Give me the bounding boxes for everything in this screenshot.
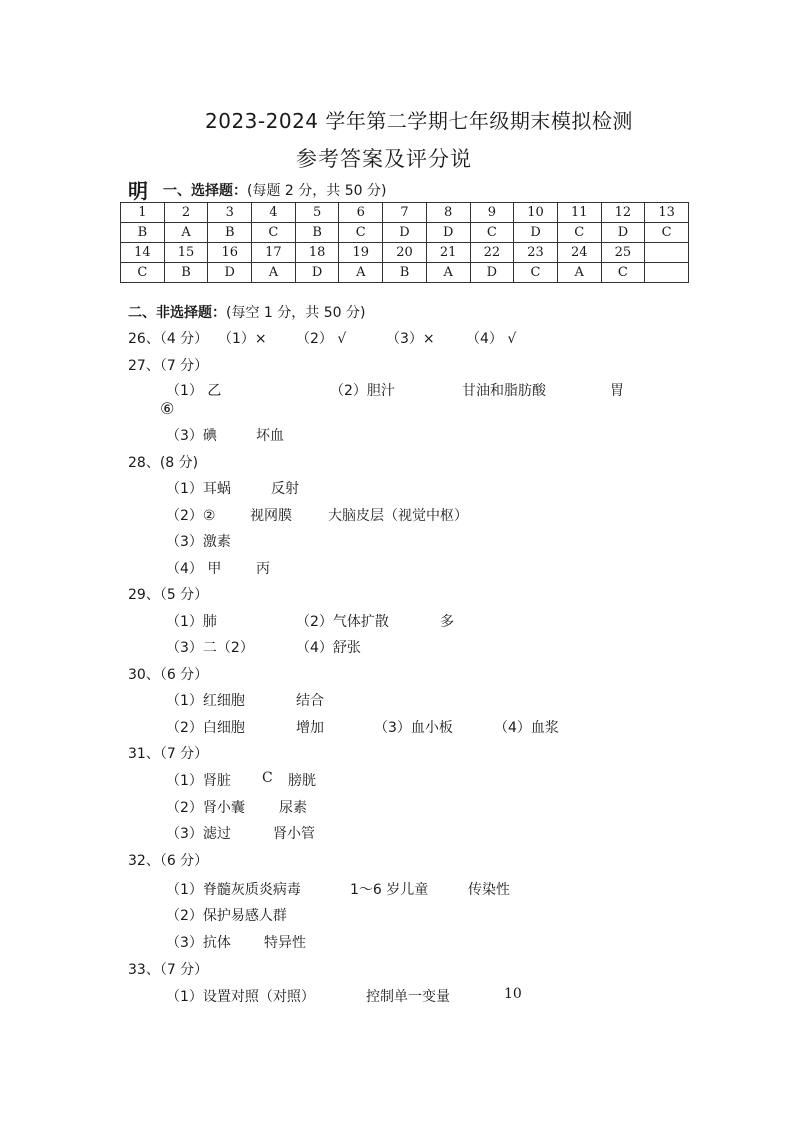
table-cell: D — [383, 223, 427, 243]
table-cell: A — [426, 263, 470, 283]
q28-answer-8: 丙 — [256, 561, 270, 577]
table-cell: C — [514, 263, 558, 283]
table-cell: 19 — [339, 243, 383, 263]
q28-answer-3: （2）② — [166, 508, 216, 524]
q31-answer-2: C — [262, 770, 273, 786]
table-cell: D — [426, 223, 470, 243]
q29-answer-5: （4）舒张 — [296, 640, 361, 656]
q33-answer-3: 10 — [504, 986, 522, 1002]
q29-answer-4: （3）二（2） — [166, 640, 254, 656]
q27-answer-1: （1） 乙 — [166, 383, 222, 399]
table-cell: A — [557, 263, 601, 283]
q28-answer-7: （4） 甲 — [166, 561, 222, 577]
q30-answer-6: （4）血浆 — [494, 720, 559, 736]
table-cell: 17 — [252, 243, 296, 263]
table-cell: D — [470, 263, 514, 283]
table-cell: 14 — [121, 243, 165, 263]
table-cell: D — [514, 223, 558, 243]
section1-note: (每题 2 分，共 50 分) — [247, 183, 387, 199]
table-row — [121, 263, 689, 283]
q30-answer-1: （1）红细胞 — [166, 693, 245, 709]
q32-answer-2: 1～6 岁儿童 — [350, 882, 429, 898]
table-cell: A — [339, 263, 383, 283]
table-cell: B — [208, 223, 252, 243]
table-cell: A — [252, 263, 296, 283]
q26-part4: （4） √ — [466, 331, 517, 347]
section2-note: (每空 1 分，共 50 分) — [226, 305, 366, 321]
q30-answer-4: 增加 — [296, 720, 324, 736]
q28-answer-4: 视网膜 — [250, 508, 292, 524]
doc-title-line1: 2023-2024 学年第二学期七年级期末模拟检测 — [205, 109, 633, 133]
q31-answer-4: （2）肾小囊 — [166, 800, 245, 816]
q31-answer-3: 膀胱 — [288, 773, 316, 789]
table-cell: 5 — [295, 203, 339, 223]
table-cell: B — [383, 263, 427, 283]
q31-label: 31、（7 分） — [128, 746, 209, 762]
doc-title-overflow-char: 明 — [128, 179, 148, 203]
q30-answer-5: （3）血小板 — [374, 720, 453, 736]
table-cell: 7 — [383, 203, 427, 223]
q29-label: 29、（5 分） — [128, 587, 209, 603]
q29-answer-3: 多 — [440, 614, 454, 630]
table-cell: 16 — [208, 243, 252, 263]
choice-answer-table — [120, 202, 689, 283]
table-cell: 12 — [601, 203, 645, 223]
table-cell: 20 — [383, 243, 427, 263]
q30-answer-2: 结合 — [296, 693, 324, 709]
q31-answer-1: （1）肾脏 — [166, 773, 231, 789]
q33-label: 33、（7 分） — [128, 962, 209, 978]
table-cell — [645, 243, 689, 263]
q27-answer-2: （2）胆汁 — [330, 383, 395, 399]
table-cell: C — [645, 223, 689, 243]
q30-label: 30、（6 分） — [128, 667, 209, 683]
doc-title-line2: 参考答案及评分说 — [296, 147, 472, 171]
q27-answer-3: 甘油和脂肪酸 — [462, 383, 546, 399]
q26-part3: （3）× — [386, 331, 435, 347]
q28-answer-2: 反射 — [271, 481, 299, 497]
q28-answer-1: （1）耳蜗 — [166, 481, 231, 497]
table-cell: 25 — [601, 243, 645, 263]
table-cell: 3 — [208, 203, 252, 223]
section1-heading — [163, 180, 386, 200]
table-cell: 18 — [295, 243, 339, 263]
table-cell: 4 — [252, 203, 296, 223]
table-cell: 24 — [557, 243, 601, 263]
q31-answer-5: 尿素 — [279, 800, 307, 816]
q27-label: 27、（7 分） — [128, 358, 209, 374]
q33-answer-2: 控制单一变量 — [366, 989, 450, 1005]
q27-answer-5: ⑥ — [160, 399, 175, 418]
q29-answer-1: （1）肺 — [166, 614, 217, 630]
table-cell: D — [208, 263, 252, 283]
section1-title: 一、选择题： — [163, 183, 247, 199]
section2-title: 二、非选择题： — [128, 305, 226, 321]
table-cell: C — [470, 223, 514, 243]
table-row — [121, 203, 689, 223]
q29-answer-2: （2）气体扩散 — [296, 614, 389, 630]
table-cell: 23 — [514, 243, 558, 263]
table-row — [121, 223, 689, 243]
table-cell — [645, 263, 689, 283]
table-cell: C — [252, 223, 296, 243]
q27-answer-6: （3）碘 — [166, 428, 217, 444]
table-cell: B — [295, 223, 339, 243]
table-cell: 8 — [426, 203, 470, 223]
table-cell: 13 — [645, 203, 689, 223]
q26-label: 26、（4 分） — [128, 331, 209, 347]
table-cell: B — [121, 223, 165, 243]
q30-answer-3: （2）白细胞 — [166, 720, 245, 736]
q32-answer-3: 传染性 — [468, 882, 510, 898]
q32-answer-4: （2）保护易感人群 — [166, 908, 287, 924]
table-cell: A — [164, 223, 208, 243]
q32-answer-5: （3）抗体 — [166, 935, 231, 951]
table-row — [121, 243, 689, 263]
q26-part1: （1）× — [218, 331, 267, 347]
table-cell: 2 — [164, 203, 208, 223]
q32-answer-1: （1）脊髓灰质炎病毒 — [166, 882, 301, 898]
table-cell: C — [601, 263, 645, 283]
q33-answer-1: （1）设置对照（对照） — [166, 989, 315, 1005]
table-cell: 11 — [557, 203, 601, 223]
q31-answer-7: 肾小管 — [273, 826, 315, 842]
table-cell: C — [339, 223, 383, 243]
table-cell: 21 — [426, 243, 470, 263]
q32-label: 32、（6 分） — [128, 853, 209, 869]
table-cell: D — [601, 223, 645, 243]
table-cell: 10 — [514, 203, 558, 223]
table-cell: D — [295, 263, 339, 283]
table-cell: 22 — [470, 243, 514, 263]
q27-answer-4: 胃 — [610, 383, 624, 399]
table-cell: 6 — [339, 203, 383, 223]
q27-answer-7: 坏血 — [256, 428, 284, 444]
table-cell: 9 — [470, 203, 514, 223]
table-cell: 15 — [164, 243, 208, 263]
table-cell: 1 — [121, 203, 165, 223]
table-cell: B — [164, 263, 208, 283]
q32-answer-6: 特异性 — [264, 935, 306, 951]
q28-answer-6: （3）激素 — [166, 534, 231, 550]
section2-heading — [128, 302, 365, 322]
table-cell: C — [557, 223, 601, 243]
q31-answer-6: （3）滤过 — [166, 826, 231, 842]
q28-answer-5: 大脑皮层（视觉中枢） — [328, 508, 468, 524]
table-cell: C — [121, 263, 165, 283]
q26-part2: （2） √ — [296, 331, 347, 347]
q28-label: 28、(8 分) — [128, 455, 199, 471]
